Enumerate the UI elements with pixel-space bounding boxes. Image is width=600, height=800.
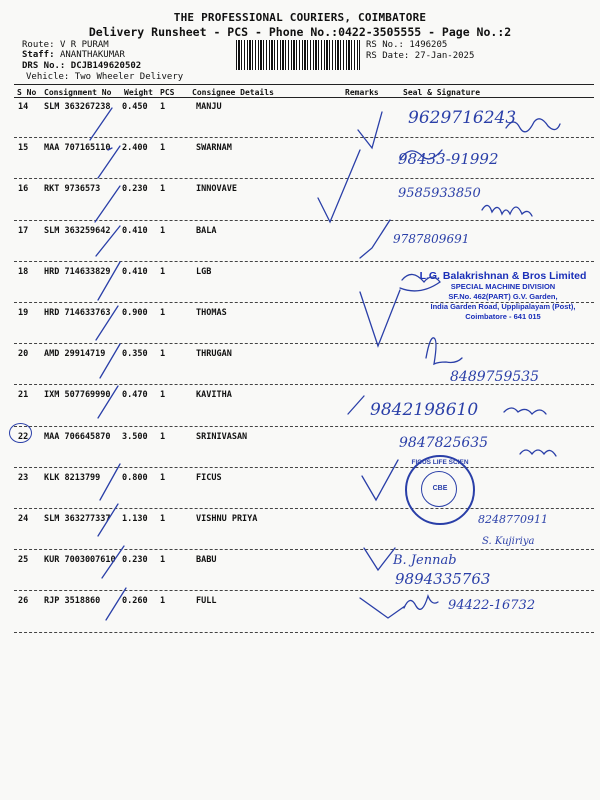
cell-sno: 23	[18, 472, 29, 483]
cell-consignment-no: IXM 507769990	[44, 390, 111, 401]
cell-sno: 20	[18, 349, 29, 360]
cell-consignee: KAVITHA	[196, 390, 232, 401]
cell-sno: 22	[18, 431, 29, 442]
vehicle-value: Two Wheeler Delivery	[74, 72, 184, 82]
stamp-division: SPECIAL MACHINE DIVISION	[450, 282, 556, 291]
check-mark-icon	[106, 588, 126, 620]
rs-date-value: 27-Jan-2025	[414, 51, 475, 61]
cell-consignee: SRINIVASAN	[196, 431, 248, 442]
cell-consignment-no: KUR 7003007610	[44, 555, 116, 566]
cell-consignee: MANJU	[196, 102, 222, 112]
cell-pcs: 1	[160, 102, 166, 112]
cell-consignment-no: SLM 363259642	[44, 225, 111, 236]
cell-consignment-no: HRD 714633829	[44, 266, 111, 277]
handwriting-row-21: 9842198610	[370, 400, 479, 420]
remarks-check-icon	[358, 112, 382, 148]
cell-consignee: THRUGAN	[196, 349, 232, 360]
cell-pcs: 1	[160, 472, 166, 483]
stamp-address-1: SF.No. 462(PART) G.V. Garden,	[448, 292, 558, 301]
cell-sno: 14	[18, 102, 29, 112]
cell-weight: 0.450	[122, 102, 148, 112]
handwriting-row-20: 8489759535	[450, 369, 540, 385]
handwriting-row-16: 9585933850	[398, 186, 481, 201]
handwriting-row-14: 9629716243	[408, 108, 517, 128]
seal-text: FICUS LIFE SCIEN	[411, 459, 469, 466]
check-mark-icon	[98, 262, 120, 300]
check-mark-icon	[100, 464, 120, 500]
cell-sno: 26	[18, 596, 29, 607]
handwriting-row-17: 9787809691	[393, 232, 470, 246]
signature-scribble	[426, 338, 462, 364]
remarks-check-icon	[360, 290, 400, 346]
cell-weight: 0.260	[122, 596, 148, 607]
cell-sno: 19	[18, 308, 29, 318]
handwriting-row-15: 98433-91992	[398, 150, 499, 168]
handwriting-row-24: 8248770911	[478, 513, 548, 526]
cell-pcs: 1	[160, 143, 166, 154]
cell-pcs: 1	[160, 349, 166, 360]
check-mark-icon	[98, 386, 118, 418]
cell-consignee: SWARNAM	[196, 143, 232, 154]
col-sno: S No	[17, 88, 37, 97]
cell-pcs: 1	[160, 225, 166, 236]
cell-consignee: THOMAS	[196, 308, 227, 318]
cell-sno: 21	[18, 390, 29, 401]
cell-pcs: 1	[160, 514, 166, 524]
stamp-company: L.G. Balakrishnan & Bros Limited	[419, 270, 587, 282]
col-pcs: PCS	[160, 88, 175, 97]
drs-value: DCJB149620502	[70, 61, 142, 71]
col-weight: Weight	[124, 88, 153, 97]
route-value: V R PURAM	[59, 40, 109, 50]
cell-weight: 2.400	[122, 143, 148, 154]
cell-weight: 0.470	[122, 390, 148, 401]
vehicle-label: Vehicle:	[26, 72, 70, 82]
remarks-check-icon	[318, 150, 360, 222]
check-mark-icon	[96, 226, 120, 256]
cell-consignment-no: SLM 363277337	[44, 514, 111, 524]
cell-weight: 0.350	[122, 349, 148, 360]
cell-sno: 15	[18, 143, 29, 154]
cell-pcs: 1	[160, 390, 166, 401]
cell-consignment-no: AMD 29914719	[44, 349, 106, 360]
rs-date-label: RS Date:	[366, 51, 410, 61]
cell-weight: 0.900	[122, 308, 148, 318]
cell-sno: 18	[18, 266, 29, 277]
remarks-check-icon	[362, 460, 398, 500]
cell-sno: 25	[18, 555, 29, 566]
cell-pcs: 1	[160, 308, 166, 318]
seal-center: CBE	[432, 485, 448, 492]
cell-pcs: 1	[160, 266, 166, 277]
staff-label: Staff:	[22, 50, 55, 60]
cell-consignment-no: SLM 363267238	[44, 102, 111, 112]
remarks-check-icon	[364, 548, 395, 570]
rs-no-value: 1496205	[409, 40, 448, 50]
handwriting-row-22: 9847825635	[399, 435, 489, 451]
check-mark-icon	[102, 546, 124, 578]
cell-consignee: FICUS	[196, 472, 222, 483]
signature-scribble	[506, 119, 560, 132]
cell-consignment-no: RKT 9736573	[44, 184, 101, 195]
remarks-check-icon	[348, 396, 364, 414]
rs-no-label: RS No.:	[366, 40, 404, 50]
cell-pcs: 1	[160, 596, 166, 607]
check-mark-icon	[98, 146, 120, 178]
cell-consignment-no: RJP 3518860	[44, 596, 101, 607]
cell-pcs: 1	[160, 431, 166, 442]
stamp-address-2: India Garden Road, Upplipalayam (Post),	[430, 302, 576, 311]
cell-consignment-no: KLK 8213799	[44, 472, 101, 483]
stamp-address-3: Coimbatore - 641 015	[465, 312, 541, 321]
cell-consignment-no: HRD 714633763	[44, 308, 111, 318]
cell-consignee: INNOVAVE	[196, 184, 237, 195]
signature-scribble	[504, 408, 546, 414]
cell-consignee: VISHNU PRIYA	[196, 514, 258, 524]
signature-scribble	[482, 205, 532, 216]
cell-consignee: BALA	[196, 225, 217, 236]
cell-consignment-no: MAA 707165110	[44, 143, 111, 154]
remarks-check-icon	[360, 220, 390, 258]
check-mark-icon	[90, 108, 112, 140]
cell-weight: 3.500	[122, 431, 148, 442]
cell-consignee: LGB	[196, 266, 212, 277]
staff-value: ANANTHAKUMAR	[59, 50, 125, 60]
signature-scribble	[520, 450, 556, 456]
check-mark-icon	[100, 344, 120, 378]
cell-consignee: FULL	[196, 596, 217, 607]
route-label: Route:	[22, 40, 55, 50]
cell-consignee: BABU	[196, 555, 217, 566]
cell-pcs: 1	[160, 555, 166, 566]
cell-weight: 0.410	[122, 266, 148, 277]
cell-weight: 0.800	[122, 472, 148, 483]
col-remarks: Remarks	[345, 88, 379, 97]
signature-scribble	[400, 150, 442, 160]
cell-sno: 24	[18, 514, 29, 524]
cell-pcs: 1	[160, 184, 166, 195]
signature-scribble	[404, 596, 438, 609]
check-mark-icon	[98, 504, 118, 536]
check-mark-icon	[96, 306, 118, 340]
remarks-check-icon	[360, 598, 405, 618]
company-title: THE PROFESSIONAL COURIERS, COIMBATORE	[173, 11, 427, 24]
runsheet-subtitle: Delivery Runsheet - PCS - Phone No.:0422-3505555 - Page No.:2	[88, 25, 512, 39]
col-consignment: Consignment No	[44, 88, 112, 97]
cell-consignment-no: MAA 706645870	[44, 431, 111, 442]
cell-weight: 1.130	[122, 514, 148, 524]
cell-weight: 0.230	[122, 184, 148, 195]
handwriting-row-25-name: B. Jennab	[393, 553, 457, 568]
cell-weight: 0.230	[122, 555, 148, 566]
cell-sno: 17	[18, 225, 29, 236]
cell-weight: 0.410	[122, 225, 148, 236]
handwriting-row-24-name: S. Kujiriya	[482, 536, 535, 547]
signature-scribble	[400, 274, 440, 290]
col-consignee: Consignee Details	[192, 88, 274, 97]
col-seal-signature: Seal & Signature	[403, 88, 481, 97]
handwriting-row-26: 94422-16732	[448, 598, 536, 613]
handwriting-row-25: 9894335763	[395, 570, 491, 588]
check-mark-icon	[95, 186, 120, 222]
cell-sno: 16	[18, 184, 29, 195]
drs-label: DRS No.:	[22, 61, 66, 71]
